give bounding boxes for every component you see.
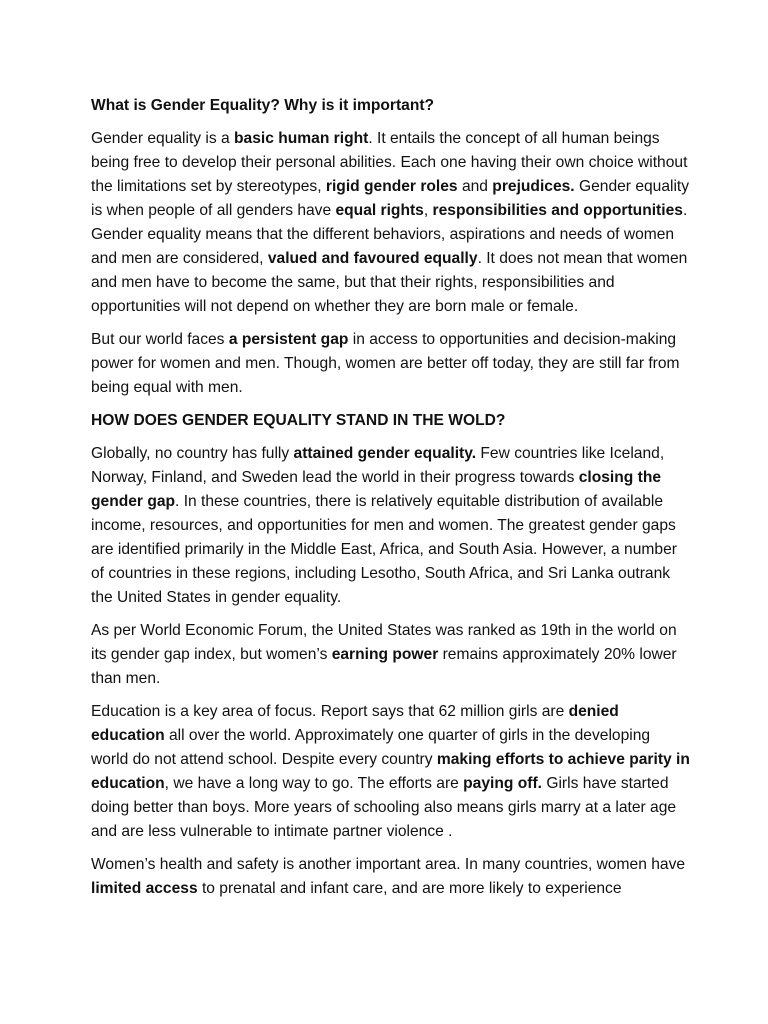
text-run: But our world faces (91, 331, 229, 348)
paragraph-world-economic-forum (91, 619, 691, 691)
text-run: . In these countries, there is relatively equitable distribution of available income, resources, and opportunities for men and women. The greatest gender gaps are identified primarily in the Middle East, Africa, and South Asia. However, a number of countries in these regions, including Lesotho, South Africa, and Sri Lanka outrank the United States in gender equality. (91, 493, 677, 606)
text-run: As per World Economic Forum, the United States was ranked as 19th in the world on its gender gap index, but women’s (91, 622, 677, 663)
paragraph-health-and-safety (91, 853, 691, 901)
bold-phrase: equal rights (335, 202, 424, 219)
text-run: Girls have started doing better than boys. More years of schooling also means girls marry at a later age and are less vulnerable to intimate partner violence . (91, 775, 677, 840)
bold-phrase: valued and favoured equally (267, 250, 478, 267)
text-run: in access to opportunities and decision-making power for women and men. Though, women are better off today, they are still far from being equal with men. (91, 331, 680, 396)
text-run: , we have a long way to go. The efforts are (164, 775, 464, 792)
text-run: and (457, 178, 493, 195)
bold-phrase: prejudices. (492, 178, 575, 195)
bold-phrase: paying off. (463, 775, 542, 792)
paragraph-basic-human-right (91, 127, 691, 319)
text-run: . It entails the concept of all human beings being free to develop their personal abilities. Each one having their own choice without the limitations set by stereotypes, (91, 130, 688, 195)
text-run: remains approximately 20% lower than men. (91, 646, 677, 687)
text-run: Globally, no country has fully (91, 445, 294, 462)
bold-phrase: attained gender equality. (293, 445, 477, 462)
bold-phrase: limited access (91, 880, 198, 897)
bold-phrase: responsibilities and opportunities (432, 202, 683, 219)
heading-how-does-gender-equality-stand: HOW DOES GENDER EQUALITY STAND IN THE WOLD? (91, 412, 506, 429)
text-run: . It does not mean that women and men have to become the same, but that their rights, responsibilities and opportunities will not depend on whether they are born male or female. (91, 250, 688, 315)
bold-phrase: denied education (91, 703, 619, 744)
bold-phrase: making efforts to achieve parity in education (91, 751, 690, 792)
document-page (91, 94, 691, 910)
paragraph-persistent-gap (91, 328, 691, 400)
bold-phrase: closing the gender gap (91, 469, 662, 510)
text-run: Women’s health and safety is another important area. In many countries, women have (91, 856, 686, 873)
paragraph-globally (91, 442, 691, 610)
bold-phrase: a persistent gap (228, 331, 349, 348)
bold-phrase: basic human right (234, 130, 369, 147)
text-run: to prenatal and infant care, and are more likely to experience (197, 880, 622, 897)
text-run: , (423, 202, 433, 219)
text-run: Gender equality is a (91, 130, 235, 147)
text-run: Few countries like Iceland, Norway, Finland, and Sweden lead the world in their progress towards (91, 445, 665, 486)
bold-phrase: earning power (331, 646, 439, 663)
text-run: . Gender equality means that the different behaviors, aspirations and needs of women and men are considered, (91, 202, 688, 267)
bold-phrase: rigid gender roles (325, 178, 458, 195)
text-run: all over the world. Approximately one quarter of girls in the developing world do not attend school. Despite every country (91, 727, 651, 768)
text-run: Gender equality is when people of all genders have (91, 178, 690, 219)
heading-what-is-gender-equality: What is Gender Equality? Why is it important? (91, 97, 435, 114)
paragraph-education (91, 700, 691, 844)
text-run: Education is a key area of focus. Report says that 62 million girls are (91, 703, 569, 720)
